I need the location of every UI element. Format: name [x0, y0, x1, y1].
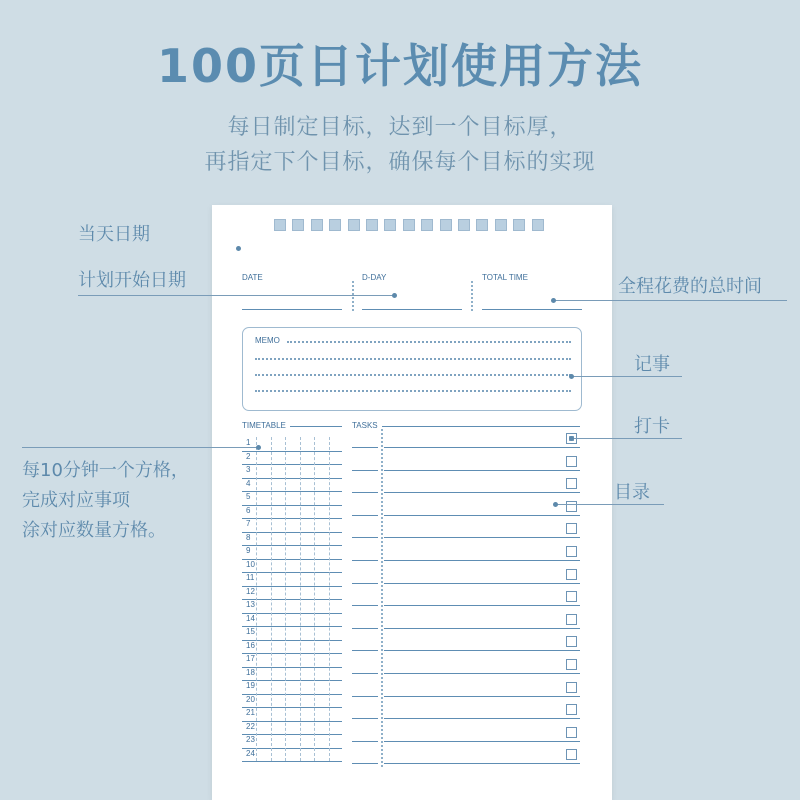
hour-number: 16: [246, 640, 255, 650]
tasks-label: TASKS: [352, 421, 378, 430]
timetable-grid-column: [271, 437, 272, 761]
timetable-row-line: [242, 478, 342, 479]
hour-number: 7: [246, 519, 251, 528]
task-index-line: [352, 560, 378, 561]
task-line[interactable]: [384, 673, 580, 674]
task-index-line: [352, 650, 378, 651]
total-time-label: TOTAL TIME: [482, 273, 528, 282]
task-index-line: [352, 447, 378, 448]
timetable-row-line: [242, 667, 342, 668]
hour-number: 13: [246, 600, 255, 609]
task-line[interactable]: [384, 583, 580, 584]
timetable-row-line: [242, 721, 342, 722]
annotation-check-in: 打卡: [634, 416, 670, 437]
dday-label: D-DAY: [362, 273, 387, 282]
annotation-dot: [392, 293, 397, 298]
annotation-timetable: [22, 456, 189, 546]
timetable-row-line: [242, 748, 342, 749]
task-checkbox[interactable]: [566, 636, 577, 647]
hour-number: 5: [246, 492, 251, 501]
tasks-divider: [381, 429, 383, 767]
memo-dot-row: [255, 374, 571, 376]
spiral-hole: [348, 219, 360, 231]
spiral-hole: [292, 219, 304, 231]
task-line[interactable]: [384, 763, 580, 764]
spiral-hole: [274, 219, 286, 231]
task-checkbox[interactable]: [566, 591, 577, 602]
task-line[interactable]: [384, 718, 580, 719]
annotation-leader-line: [78, 295, 394, 296]
hour-number: 14: [246, 613, 255, 623]
spiral-hole: [495, 219, 507, 231]
annotation-dot: [569, 374, 574, 379]
task-index-line: [352, 696, 378, 697]
hour-number: 24: [246, 748, 255, 758]
spiral-hole: [366, 219, 378, 231]
tasks-header-line: [382, 426, 580, 427]
task-line[interactable]: [384, 470, 580, 471]
task-checkbox[interactable]: [566, 478, 577, 489]
annotation-leader-line: [572, 376, 682, 377]
timetable-row-line: [242, 505, 342, 506]
memo-label: MEMO: [255, 336, 280, 345]
timetable-row-line: [242, 761, 342, 762]
timetable-row-line: [242, 518, 342, 519]
task-index-line: [352, 605, 378, 606]
task-checkbox[interactable]: [566, 749, 577, 760]
spiral-hole: [421, 219, 433, 231]
task-index-line: [352, 718, 378, 719]
task-line[interactable]: [384, 741, 580, 742]
timetable-row-line: [242, 613, 342, 614]
annotation-timetable-line: 每10分钟一个方格，: [22, 460, 189, 481]
spiral-hole: [311, 219, 323, 231]
memo-box[interactable]: [242, 327, 582, 411]
task-line[interactable]: [384, 650, 580, 651]
hour-number: 4: [246, 478, 251, 488]
hour-number: 8: [246, 532, 251, 542]
annotation-dot: [551, 298, 556, 303]
timetable-grid-column: [300, 437, 301, 761]
task-line[interactable]: [384, 628, 580, 629]
timetable-row-line: [242, 451, 342, 452]
spiral-hole: [329, 219, 341, 231]
task-index-line: [352, 673, 378, 674]
hour-number: 6: [246, 505, 251, 515]
annotation-timetable-line: 涂对应数量方格。: [22, 520, 166, 541]
annotation-timetable-line: 完成对应事项: [22, 490, 130, 511]
timetable-header-line: [290, 426, 342, 427]
dday-field[interactable]: [362, 309, 462, 310]
memo-dot-row: [287, 341, 571, 343]
spiral-hole: [458, 219, 470, 231]
task-line[interactable]: [384, 515, 580, 516]
timetable-row-line: [242, 464, 342, 465]
task-line[interactable]: [384, 537, 580, 538]
memo-dot-row: [255, 358, 571, 360]
annotation-leader-line: [556, 504, 664, 505]
subtitle-line-2: 再指定下个目标，确保每个目标的实现: [204, 150, 596, 175]
spiral-hole: [384, 219, 396, 231]
page-title: 100页日计划使用方法: [156, 39, 644, 93]
date-field[interactable]: [242, 309, 342, 310]
hour-number: 20: [246, 694, 255, 704]
task-index-line: [352, 628, 378, 629]
timetable-grid-column: [314, 437, 315, 761]
annotation-dot: [553, 502, 558, 507]
annotation-leader-line: [555, 300, 787, 301]
field-divider: [352, 281, 354, 311]
task-index-line: [352, 515, 378, 516]
spiral-hole: [403, 219, 415, 231]
spiral-binding: [274, 219, 550, 231]
annotation-leader-line: [22, 447, 258, 448]
annotation-dot: [256, 445, 261, 450]
annotation-plan-start-date: 计划开始日期: [78, 270, 186, 291]
memo-dot-row: [255, 390, 571, 392]
hour-number: 19: [246, 681, 255, 690]
timetable-row-line: [242, 680, 342, 681]
timetable-row-line: [242, 545, 342, 546]
task-checkbox[interactable]: [566, 704, 577, 715]
hour-number: 11: [246, 573, 255, 582]
task-index-line: [352, 492, 378, 493]
date-label: DATE: [242, 273, 263, 282]
hour-number: 23: [246, 735, 255, 744]
task-index-line: [352, 763, 378, 764]
annotation-leader-line: [572, 438, 682, 439]
subtitle-line-1: 每日制定目标，达到一个目标厚，: [227, 115, 573, 140]
spiral-hole: [513, 219, 525, 231]
field-divider: [471, 281, 473, 311]
timetable-row-line: [242, 586, 342, 587]
hour-number: 15: [246, 627, 255, 636]
timetable-row-line: [242, 626, 342, 627]
hour-number: 1: [246, 438, 251, 447]
hour-number: 21: [246, 708, 255, 717]
task-line[interactable]: [384, 696, 580, 697]
task-index-line: [352, 583, 378, 584]
task-index-line: [352, 537, 378, 538]
task-line[interactable]: [384, 560, 580, 561]
task-checkbox[interactable]: [566, 659, 577, 670]
timetable-grid-column: [285, 437, 286, 761]
total-time-field[interactable]: [482, 309, 582, 310]
annotation-notes: 记事: [634, 354, 670, 375]
task-checkbox[interactable]: [566, 523, 577, 534]
timetable-row-line: [242, 653, 342, 654]
task-line[interactable]: [384, 447, 580, 448]
timetable-row-line: [242, 707, 342, 708]
timetable-row-line: [242, 559, 342, 560]
hour-number: 12: [246, 586, 255, 596]
timetable-row-line: [242, 599, 342, 600]
timetable-grid-column: [329, 437, 330, 761]
timetable-row-line: [242, 694, 342, 695]
task-checkbox[interactable]: [566, 614, 577, 625]
task-checkbox[interactable]: [566, 501, 577, 512]
annotation-dot: [236, 246, 241, 251]
annotation-total-time: 全程花费的总时间: [618, 276, 762, 297]
timetable-row-line: [242, 532, 342, 533]
task-checkbox[interactable]: [566, 546, 577, 557]
hour-number: 3: [246, 465, 251, 474]
task-checkbox[interactable]: [566, 682, 577, 693]
timetable-row-line: [242, 572, 342, 573]
spiral-hole: [532, 219, 544, 231]
annotation-today-date: 当天日期: [78, 224, 150, 245]
task-line[interactable]: [384, 492, 580, 493]
timetable-grid-column: [256, 437, 257, 761]
hour-number: 18: [246, 667, 255, 677]
task-checkbox[interactable]: [566, 456, 577, 467]
task-index-line: [352, 741, 378, 742]
hour-number: 9: [246, 546, 251, 555]
annotation-dot: [569, 436, 574, 441]
task-index-line: [352, 470, 378, 471]
hour-number: 10: [246, 559, 255, 569]
hour-number: 2: [246, 451, 251, 461]
task-checkbox[interactable]: [566, 569, 577, 580]
task-line[interactable]: [384, 605, 580, 606]
hour-number: 22: [246, 721, 255, 731]
task-checkbox[interactable]: [566, 727, 577, 738]
spiral-hole: [440, 219, 452, 231]
timetable-row-line: [242, 640, 342, 641]
annotation-catalog: 目录: [614, 482, 650, 503]
timetable-label: TIMETABLE: [242, 421, 286, 430]
timetable-row-line: [242, 734, 342, 735]
spiral-hole: [476, 219, 488, 231]
hour-number: 17: [246, 654, 255, 663]
timetable-row-line: [242, 491, 342, 492]
